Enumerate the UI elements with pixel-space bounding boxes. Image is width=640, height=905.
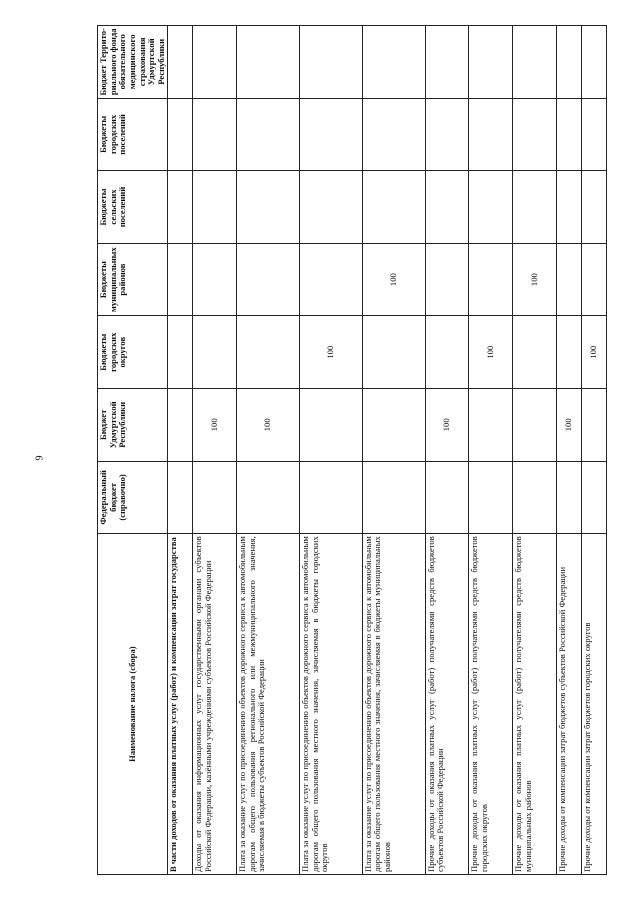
cell-value xyxy=(425,316,469,389)
cell-value xyxy=(168,26,193,99)
cell-value xyxy=(513,389,557,462)
cell-value xyxy=(362,98,425,171)
cell-value xyxy=(299,98,362,171)
header-tax-name: Наименование налога (сбора) xyxy=(98,534,168,875)
row-name: Плата за оказание услуг по присоединению объектов дорожного сервиса к автомобильным дорогам общего пользования регионального или межмуниципального значения, зачисляемая в бюджеты субъектов Российской Федерации xyxy=(237,534,300,875)
cell-value: 100 xyxy=(193,389,237,462)
cell-value xyxy=(237,461,300,534)
cell-value xyxy=(582,171,607,244)
cell-value xyxy=(193,171,237,244)
header-municipal-districts: Бюджеты муниципальных районов xyxy=(98,243,168,316)
cell-value xyxy=(582,26,607,99)
header-federal-budget: Федеральный бюджет (справочно) xyxy=(98,461,168,534)
cell-value xyxy=(557,98,582,171)
row-name: Прочие доходы от оказания платных услуг (работ) получателями средств бюджетов субъектов Российской Федерации xyxy=(425,534,469,875)
cell-value xyxy=(425,171,469,244)
cell-value xyxy=(362,171,425,244)
cell-value xyxy=(513,316,557,389)
cell-value xyxy=(299,389,362,462)
cell-value xyxy=(557,461,582,534)
cell-value xyxy=(168,389,193,462)
cell-value: 100 xyxy=(362,243,425,316)
header-medical-insurance-fund: Бюджет Террито-риального фонда обязательного медицинского страхования Удмуртской Республики xyxy=(98,26,168,99)
cell-value xyxy=(193,243,237,316)
cell-value xyxy=(299,461,362,534)
row-name: Доходы от оказания информационных услуг государственными органами субъектов Российской Федерации, казёнными учреждениями субъектов Российской Федерации xyxy=(193,534,237,875)
cell-value: 100 xyxy=(237,389,300,462)
table-row xyxy=(425,26,469,875)
cell-value xyxy=(193,26,237,99)
cell-value xyxy=(469,461,513,534)
row-name: В части доходов от оказания платных услуг (работ) и компенсации затрат государства xyxy=(168,534,193,875)
cell-value: 100 xyxy=(582,316,607,389)
header-republic-budget: Бюджет Удмуртской Республики xyxy=(98,389,168,462)
table-row xyxy=(362,26,425,875)
cell-value xyxy=(237,243,300,316)
cell-value xyxy=(513,26,557,99)
table-row xyxy=(168,26,193,875)
cell-value xyxy=(582,389,607,462)
row-name: Прочие доходы от компенсации затрат бюджетов городских округов xyxy=(582,534,607,875)
table-row xyxy=(557,26,582,875)
cell-value xyxy=(425,98,469,171)
cell-value xyxy=(425,461,469,534)
cell-value xyxy=(557,243,582,316)
cell-value xyxy=(582,461,607,534)
cell-value xyxy=(168,98,193,171)
cell-value xyxy=(193,316,237,389)
table-header-row xyxy=(98,26,168,875)
cell-value xyxy=(425,26,469,99)
cell-value xyxy=(557,171,582,244)
cell-value xyxy=(469,389,513,462)
header-urban-settlements: Бюджеты городских поселений xyxy=(98,98,168,171)
cell-value xyxy=(469,98,513,171)
cell-value xyxy=(425,243,469,316)
cell-value xyxy=(582,98,607,171)
cell-value xyxy=(469,26,513,99)
table-row xyxy=(469,26,513,875)
cell-value xyxy=(362,461,425,534)
rotated-table-container xyxy=(97,25,607,875)
cell-value xyxy=(513,98,557,171)
row-name: Прочие доходы от компенсации затрат бюджетов субъектов Российской Федерации xyxy=(557,534,582,875)
row-name: Плата за оказание услуг по присоединению объектов дорожного сервиса к автомобильным дорогам общего пользования местного значения, зачисляемая в бюджеты городских округов xyxy=(299,534,362,875)
cell-value xyxy=(237,316,300,389)
cell-value xyxy=(168,171,193,244)
row-name: Плата за оказание услуг по присоединению объектов дорожного сервиса к автомобильным дорогам общего пользования местного значения, зачисляемая в бюджеты муниципальных районов xyxy=(362,534,425,875)
cell-value xyxy=(168,461,193,534)
cell-value xyxy=(557,26,582,99)
cell-value: 100 xyxy=(513,243,557,316)
cell-value xyxy=(513,171,557,244)
cell-value xyxy=(168,316,193,389)
cell-value xyxy=(237,171,300,244)
cell-value: 100 xyxy=(425,389,469,462)
cell-value xyxy=(193,98,237,171)
table-row xyxy=(513,26,557,875)
cell-value: 100 xyxy=(557,389,582,462)
cell-value xyxy=(557,316,582,389)
cell-value xyxy=(513,461,557,534)
cell-value xyxy=(168,243,193,316)
table-row xyxy=(237,26,300,875)
cell-value: 100 xyxy=(299,316,362,389)
row-name: Прочие доходы от оказания платных услуг (работ) получателями средств бюджетов городских округов xyxy=(469,534,513,875)
cell-value xyxy=(469,243,513,316)
header-city-districts: Бюджеты городских округов xyxy=(98,316,168,389)
revenue-distribution-table xyxy=(97,25,607,875)
cell-value xyxy=(193,461,237,534)
cell-value xyxy=(299,243,362,316)
cell-value xyxy=(362,26,425,99)
row-name: Прочие доходы от оказания платных услуг (работ) получателями средств бюджетов муниципальных районов xyxy=(513,534,557,875)
cell-value xyxy=(582,243,607,316)
cell-value xyxy=(299,171,362,244)
page-number: 9 xyxy=(34,455,46,461)
table-row xyxy=(193,26,237,875)
cell-value xyxy=(237,98,300,171)
table-row xyxy=(299,26,362,875)
cell-value: 100 xyxy=(469,316,513,389)
cell-value xyxy=(469,171,513,244)
cell-value xyxy=(299,26,362,99)
cell-value xyxy=(362,389,425,462)
header-rural-settlements: Бюджеты сельских поселений xyxy=(98,171,168,244)
cell-value xyxy=(362,316,425,389)
cell-value xyxy=(237,26,300,99)
table-row xyxy=(582,26,607,875)
